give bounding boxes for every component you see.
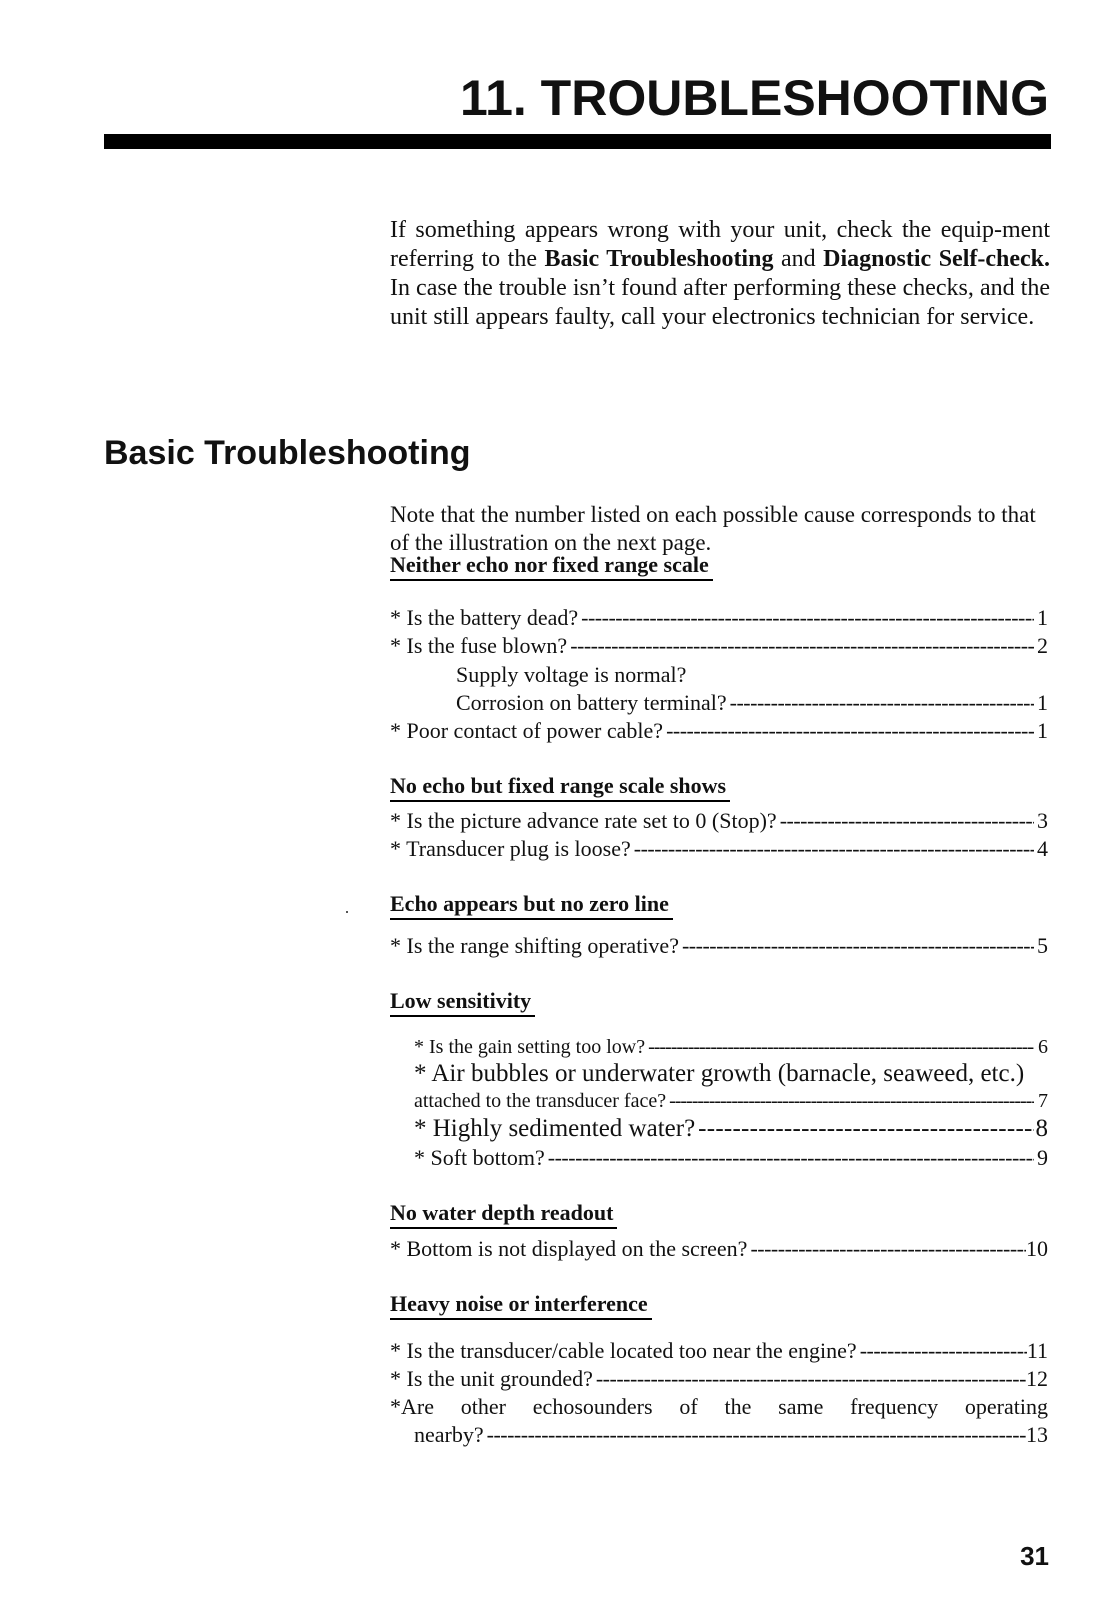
cause-number: 9 (1037, 1145, 1048, 1170)
cause-number: 3 (1037, 808, 1048, 833)
cause-number: 4 (1037, 836, 1048, 861)
cause-text: * Is the transducer/cable located too near the engine? (390, 1338, 857, 1363)
intro-text-1: If something appears wrong with your unit, check the equip-ment referring to the (390, 217, 1050, 272)
cause-heading: Low sensitivity (390, 987, 535, 1017)
cause-text: attached to the transducer face? (414, 1090, 667, 1112)
page-number: 31 (1020, 1541, 1049, 1571)
intro-text-2: and (773, 246, 824, 272)
cause-text: * Is the battery dead? (390, 605, 579, 630)
dot-leader (645, 1033, 1034, 1061)
intro-text-3: In case the trouble isn’t found after performing these checks, and the unit still appears faulty, call your electronics technician for service. (390, 275, 1050, 330)
cause-text: * Air bubbles or underwater growth (barnacle, seaweed, etc.) (414, 1060, 1025, 1087)
dot-leader (747, 1235, 1026, 1263)
dot-leader (695, 1115, 1034, 1143)
cause-number: 2 (1037, 633, 1048, 658)
cause-item (414, 1421, 1048, 1449)
cause-text: * Poor contact of power cable? (390, 718, 664, 743)
cause-subitem: Supply voltage is normal? (456, 662, 687, 687)
cause-heading: Heavy noise or interference (390, 1290, 652, 1320)
cause-text: * Highly sedimented water? (414, 1115, 696, 1142)
intro-bold-diagnostic: Diagnostic Self-check. (823, 246, 1051, 272)
dot-leader (679, 932, 1034, 960)
cause-item (414, 1144, 1048, 1172)
cause-number: 13 (1026, 1422, 1048, 1447)
dot-leader (593, 1365, 1026, 1393)
cause-number: 11 (1026, 1338, 1048, 1363)
cause-number: 6 (1038, 1036, 1048, 1058)
cause-text-line: *Are other echosounders of the same frequency operating (390, 1394, 1048, 1419)
title-rule (104, 134, 1051, 149)
cause-number: 8 (1035, 1115, 1048, 1142)
cause-heading: No echo but fixed range scale shows (390, 772, 730, 802)
chapter-title: 11. TROUBLESHOOTING (460, 70, 1049, 126)
dot-leader (857, 1337, 1027, 1365)
section-note: Note that the number listed on each possible cause corresponds to that of the illustration on the next page. (390, 502, 1036, 555)
cause-text: * Is the gain setting too low? (414, 1036, 646, 1058)
cause-heading: No water depth readout (390, 1199, 617, 1229)
cause-item (390, 1365, 1048, 1393)
cause-item (390, 1235, 1048, 1263)
cause-item (414, 1033, 1048, 1061)
cause-item (390, 604, 1048, 632)
dot-leader (484, 1421, 1026, 1449)
cause-item-title (414, 1060, 1048, 1088)
cause-number: 1 (1037, 605, 1048, 630)
cause-number: 12 (1026, 1366, 1048, 1391)
intro-bold-basic: Basic Troubleshooting (544, 246, 774, 272)
dot-leader (727, 689, 1034, 717)
cause-item (456, 689, 1048, 717)
dot-leader (631, 835, 1034, 863)
cause-text: * Bottom is not displayed on the screen? (390, 1236, 748, 1261)
cause-item (390, 807, 1048, 835)
cause-number: 5 (1037, 933, 1048, 958)
cause-item (390, 1337, 1048, 1365)
cause-item (390, 835, 1048, 863)
dot-leader (666, 1087, 1034, 1115)
cause-number: 10 (1026, 1236, 1048, 1261)
cause-item (414, 1115, 1048, 1143)
cause-text: * Is the range shifting operative? (390, 933, 679, 958)
cause-number: 1 (1037, 718, 1048, 743)
cause-text: * Is the unit grounded? (390, 1366, 593, 1391)
cause-heading: Neither echo nor fixed range scale (390, 551, 713, 581)
cause-heading: Echo appears but no zero line (390, 890, 673, 920)
cause-text: Corrosion on battery terminal? (456, 690, 727, 715)
cause-text: * Is the fuse blown? (390, 633, 568, 658)
cause-text: * Is the picture advance rate set to 0 (Stop)? (390, 808, 777, 833)
dot-leader (545, 1144, 1034, 1172)
cause-number: 1 (1037, 690, 1048, 715)
cause-text: * Soft bottom? (414, 1145, 545, 1170)
cause-text: nearby? (414, 1422, 484, 1447)
dot-leader (663, 717, 1034, 745)
cause-item (390, 932, 1048, 960)
section-title: Basic Troubleshooting (104, 434, 471, 472)
print-speck (346, 911, 348, 913)
dot-leader (777, 807, 1034, 835)
cause-number: 7 (1038, 1090, 1048, 1112)
intro-paragraph (390, 216, 1050, 332)
cause-item (414, 1087, 1048, 1115)
cause-item (390, 717, 1048, 745)
cause-item (390, 632, 1048, 660)
cause-text: * Transducer plug is loose? (390, 836, 631, 861)
dot-leader (567, 632, 1034, 660)
dot-leader (578, 604, 1034, 632)
